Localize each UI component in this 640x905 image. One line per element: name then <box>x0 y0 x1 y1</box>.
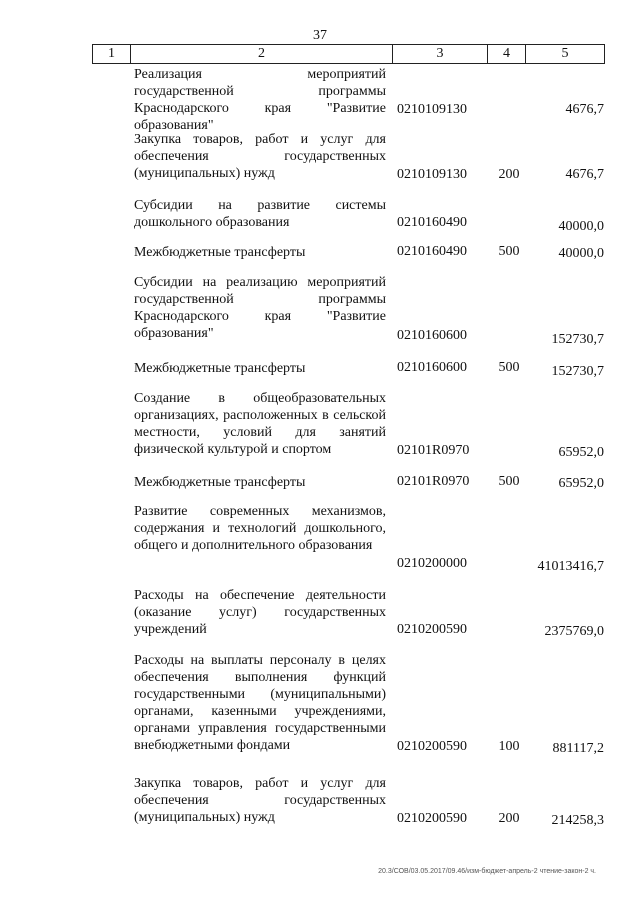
row-description: Развитие современных механизмов, содержания и технологий дошкольного, общего и дополнительного образования <box>134 504 386 553</box>
row-code: 0210109130 <box>397 167 467 182</box>
row-amount: 65952,0 <box>558 445 604 460</box>
row-description: Субсидии на реализацию мероприятий государственной программы Краснодарского края "Развитие образования" <box>134 275 386 341</box>
header-col-2: 2 <box>131 45 393 63</box>
row-amount: 40000,0 <box>558 219 604 234</box>
row-amount: 4676,7 <box>565 102 604 117</box>
row-description: Расходы на обеспечение деятельности (оказание услуг) государственных учреждений <box>134 588 386 637</box>
row-description: Реализация мероприятий государственной программы Краснодарского края "Развитие образования" <box>134 67 386 133</box>
row-amount: 4676,7 <box>565 167 604 182</box>
row-expense-type: 200 <box>498 167 520 182</box>
row-expense-type: 500 <box>498 360 520 375</box>
row-expense-type: 200 <box>498 811 520 826</box>
row-description: Межбюджетные трансферты <box>134 475 306 490</box>
row-code: 0210200590 <box>397 739 467 754</box>
row-amount: 152730,7 <box>551 364 604 379</box>
row-amount: 41013416,7 <box>537 559 604 574</box>
row-code: 0210160600 <box>397 328 467 343</box>
row-amount: 152730,7 <box>551 332 604 347</box>
row-amount: 2375769,0 <box>544 624 604 639</box>
row-description: Расходы на выплаты персоналу в целях обеспечения выполнения функций государственными (муниципальными) органами, казенными учреждениями, органами управления государственными внебюджетными фондами <box>134 653 386 753</box>
row-amount: 214258,3 <box>551 813 604 828</box>
row-code: 0210160490 <box>397 215 467 230</box>
row-description: Субсидии на развитие системы дошкольного образования <box>134 198 386 230</box>
row-expense-type: 500 <box>498 244 520 259</box>
row-description: Закупка товаров, работ и услуг для обеспечения государственных (муниципальных) нужд <box>134 776 386 825</box>
row-code: 0210200590 <box>397 811 467 826</box>
row-expense-type: 500 <box>498 474 520 489</box>
header-col-4: 4 <box>488 45 526 63</box>
header-col-3: 3 <box>393 45 488 63</box>
page-number: 37 <box>313 28 327 43</box>
row-code: 0210200000 <box>397 556 467 571</box>
row-description: Межбюджетные трансферты <box>134 361 306 376</box>
row-code: 0210160600 <box>397 360 467 375</box>
row-description: Межбюджетные трансферты <box>134 245 306 260</box>
row-code: 0210200590 <box>397 622 467 637</box>
row-expense-type: 100 <box>498 739 520 754</box>
row-amount: 881117,2 <box>552 741 604 756</box>
row-description: Закупка товаров, работ и услуг для обеспечения государственных (муниципальных) нужд <box>134 132 386 181</box>
header-col-1: 1 <box>93 45 131 63</box>
row-code: 02101R0970 <box>397 474 470 489</box>
header-col-5: 5 <box>561 46 569 61</box>
row-description: Создание в общеобразовательных организациях, расположенных в сельской местности, условий для занятий физической культурой и спортом <box>134 391 386 457</box>
row-code: 02101R0970 <box>397 443 470 458</box>
row-amount: 65952,0 <box>558 476 604 491</box>
document-footer: 20.3/СОВ/03.05.2017/09.46/изм-бюджет-апрель-2 чтение-закон-2 ч. <box>378 868 596 875</box>
row-amount: 40000,0 <box>558 246 604 261</box>
row-code: 0210160490 <box>397 244 467 259</box>
row-code: 0210109130 <box>397 102 467 117</box>
